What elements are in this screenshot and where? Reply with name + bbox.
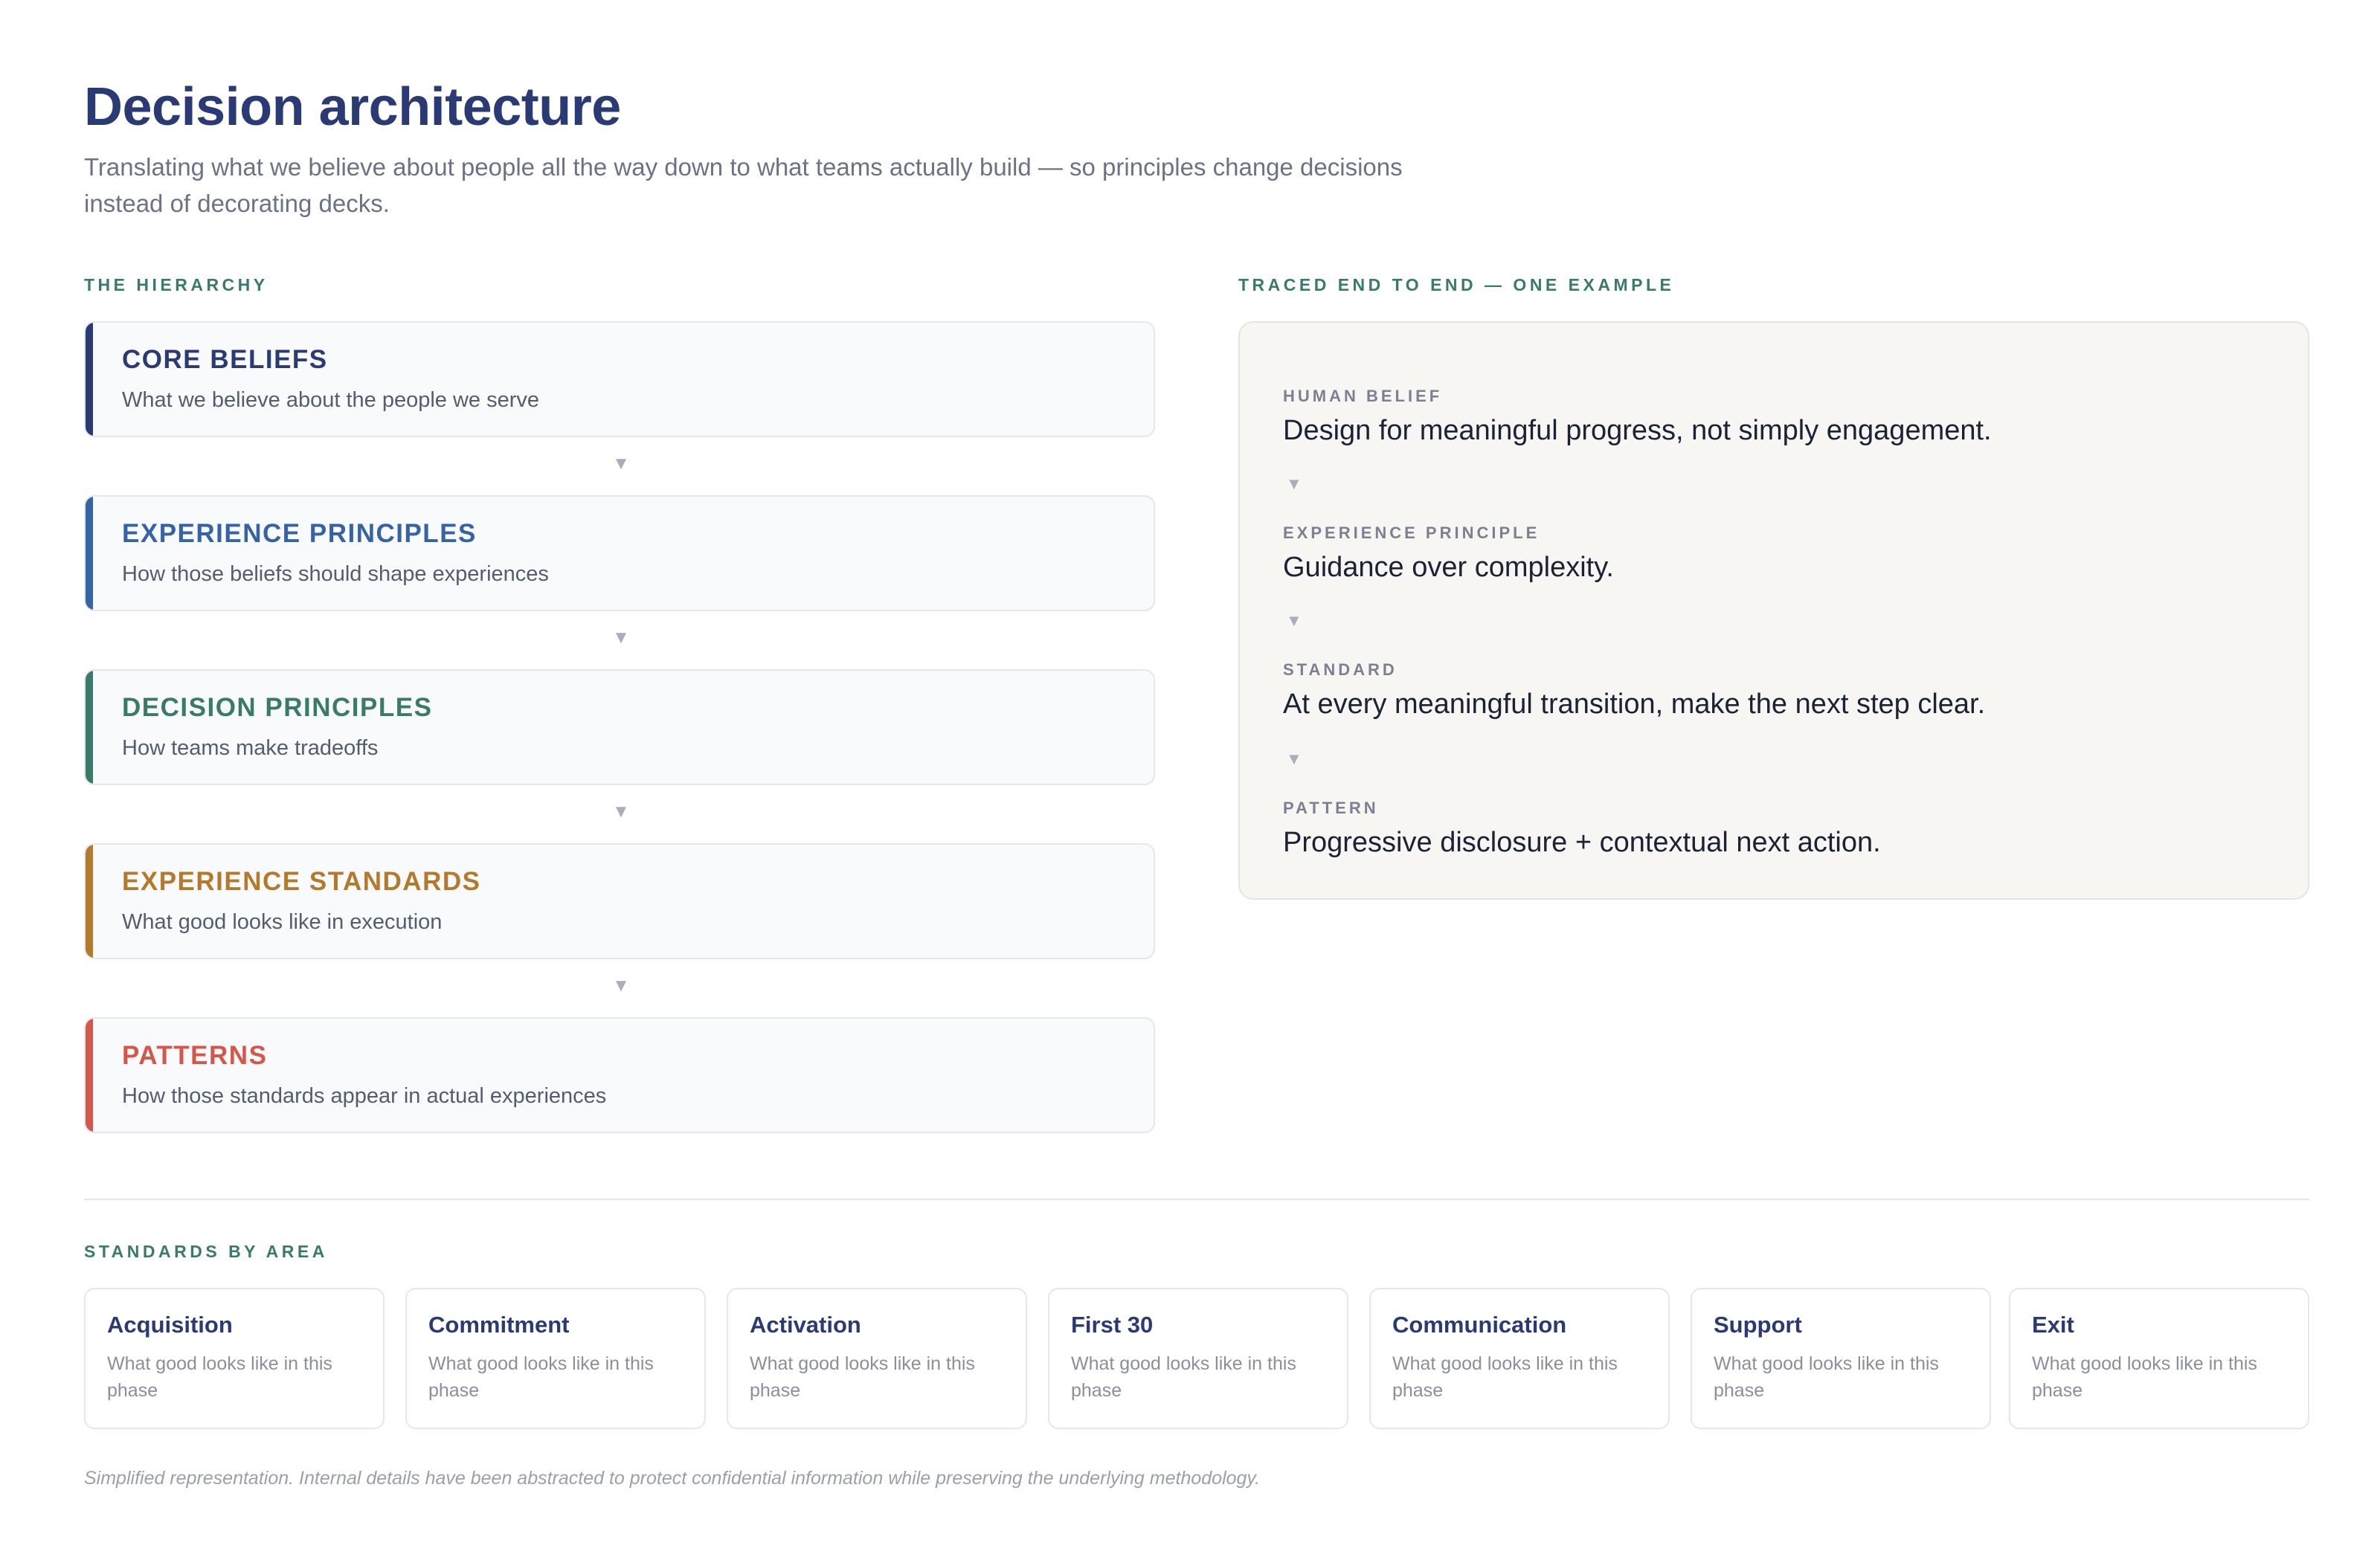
hierarchy-level-name: CORE BELIEFS bbox=[122, 345, 328, 374]
hierarchy-level-name: EXPERIENCE STANDARDS bbox=[122, 867, 481, 896]
example-step-label: PATTERN bbox=[1283, 799, 1379, 817]
area-card-acquisition bbox=[84, 1288, 385, 1429]
area-card-activation bbox=[727, 1288, 1027, 1429]
hierarchy-accent-bar bbox=[86, 671, 93, 784]
hierarchy-level-name: EXPERIENCE PRINCIPLES bbox=[122, 519, 477, 548]
down-arrow-icon: ▼ bbox=[612, 802, 630, 822]
example-step-text: Progressive disclosure + contextual next action. bbox=[1283, 827, 1881, 858]
example-step-text: At every meaningful transition, make the next step clear. bbox=[1283, 689, 1986, 720]
page-subtitle: Translating what we believe about people all the way down to what teams actually build — so principles change decisions instead of decorating decks. bbox=[84, 153, 1403, 217]
hierarchy-level-description: How teams make tradeoffs bbox=[122, 736, 379, 760]
hierarchy-level-name: PATTERNS bbox=[122, 1041, 268, 1070]
example-step-text: Design for meaningful progress, not simply engagement. bbox=[1283, 415, 1992, 446]
area-description: What good looks like in this phase bbox=[750, 1353, 975, 1401]
area-name: First 30 bbox=[1071, 1312, 1154, 1338]
down-arrow-icon: ▼ bbox=[1286, 611, 1302, 630]
example-step-text: Guidance over complexity. bbox=[1283, 552, 1614, 583]
hierarchy-level-description: What we believe about the people we serve bbox=[122, 388, 540, 412]
hierarchy-card-decision-principles bbox=[84, 669, 1155, 785]
area-card-exit bbox=[2009, 1288, 2309, 1429]
hierarchy-card-experience-standards bbox=[84, 843, 1155, 959]
hierarchy-card-patterns bbox=[84, 1017, 1155, 1133]
area-description: What good looks like in this phase bbox=[428, 1353, 654, 1401]
areas-section-label: STANDARDS BY AREA bbox=[84, 1242, 328, 1261]
area-description: What good looks like in this phase bbox=[2032, 1353, 2257, 1401]
section-divider bbox=[84, 1199, 2309, 1200]
example-section-label: TRACED END TO END — ONE EXAMPLE bbox=[1238, 275, 1675, 294]
hierarchy-accent-bar bbox=[86, 497, 93, 610]
area-description: What good looks like in this phase bbox=[1714, 1353, 1939, 1401]
area-name: Commitment bbox=[428, 1312, 570, 1338]
hierarchy-level-description: What good looks like in execution bbox=[122, 910, 443, 934]
hierarchy-level-name: DECISION PRINCIPLES bbox=[122, 693, 433, 722]
example-step-label: HUMAN BELIEF bbox=[1283, 387, 1443, 405]
example-panel bbox=[1238, 321, 2309, 900]
hierarchy-accent-bar bbox=[86, 1019, 93, 1132]
example-step-label: STANDARD bbox=[1283, 660, 1398, 679]
down-arrow-icon: ▼ bbox=[1286, 750, 1302, 768]
area-card-support bbox=[1691, 1288, 1991, 1429]
area-description: What good looks like in this phase bbox=[107, 1353, 332, 1401]
hierarchy-section-label: THE HIERARCHY bbox=[84, 275, 268, 294]
down-arrow-icon: ▼ bbox=[612, 976, 630, 996]
area-card-first-30 bbox=[1048, 1288, 1348, 1429]
hierarchy-accent-bar bbox=[86, 323, 93, 436]
area-description: What good looks like in this phase bbox=[1071, 1353, 1296, 1401]
hierarchy-accent-bar bbox=[86, 845, 93, 958]
footnote: Simplified representation. Internal details have been abstracted to protect confidential information while preserving the underlying methodology. bbox=[84, 1468, 1261, 1489]
hierarchy-level-description: How those standards appear in actual experiences bbox=[122, 1084, 607, 1108]
area-name: Activation bbox=[750, 1312, 861, 1338]
example-step-label: EXPERIENCE PRINCIPLE bbox=[1283, 523, 1540, 542]
hierarchy-card-core-beliefs bbox=[84, 321, 1155, 437]
area-card-commitment bbox=[405, 1288, 706, 1429]
area-description: What good looks like in this phase bbox=[1392, 1353, 1618, 1401]
area-name: Acquisition bbox=[107, 1312, 233, 1338]
hierarchy-level-description: How those beliefs should shape experiences bbox=[122, 562, 549, 586]
down-arrow-icon: ▼ bbox=[1286, 474, 1302, 493]
page-title: Decision architecture bbox=[84, 77, 621, 137]
area-card-communication bbox=[1369, 1288, 1670, 1429]
hierarchy-card-experience-principles bbox=[84, 495, 1155, 611]
area-name: Communication bbox=[1392, 1312, 1567, 1338]
down-arrow-icon: ▼ bbox=[612, 628, 630, 648]
down-arrow-icon: ▼ bbox=[612, 454, 630, 474]
area-name: Exit bbox=[2032, 1312, 2074, 1338]
area-name: Support bbox=[1714, 1312, 1802, 1338]
